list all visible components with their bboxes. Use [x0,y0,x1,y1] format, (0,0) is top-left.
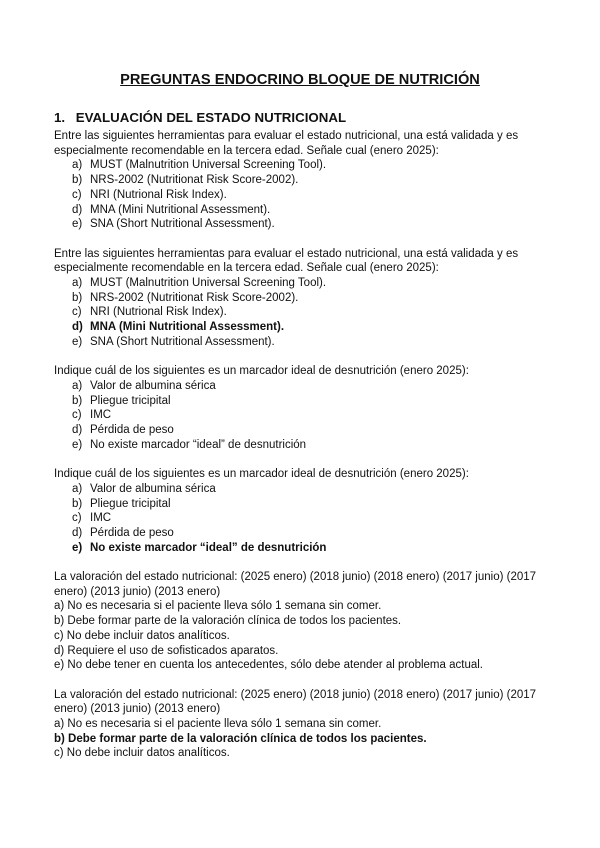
option: a) No es necesaria si el paciente lleva sólo 1 semana sin comer. [54,600,382,613]
option: c) No debe incluir datos analíticos. [54,629,230,642]
option-text: Pliegue tricipital [90,394,171,407]
document-title: PREGUNTAS ENDOCRINO BLOQUE DE NUTRICIÓN [120,72,480,88]
question-stem: Indique cuál de los siguientes es un marcador ideal de desnutrición (enero 2025): [54,468,469,481]
option-letter: d) [72,526,83,539]
option-text: SNA (Short Nutritional Assessment). [90,218,275,231]
question [54,129,554,232]
option: e) No debe tener en cuenta los antecedentes, sólo debe atender al problema actual. [54,659,483,672]
option-list [54,482,554,556]
question [54,570,554,673]
option [72,173,554,188]
option-text: MNA (Mini Nutritional Assessment). [90,321,285,334]
option-letter: b) [72,394,83,407]
option [72,291,554,306]
option [72,511,554,526]
question [54,467,554,555]
option-letter: b) [72,291,83,304]
option [72,379,554,394]
option: a) No es necesaria si el paciente lleva sólo 1 semana sin comer. [54,718,382,731]
option: c) No debe incluir datos analíticos. [54,747,230,760]
question [54,247,554,350]
option-text: IMC [90,409,112,422]
option-letter: c) [72,188,82,201]
option [72,497,554,512]
option-list [54,158,554,232]
question-stem: La valoración del estado nutricional: (2025 enero) (2018 junio) (2018 enero) (2017 junio) (2017 enero) (2013 junio) (2013 enero) [54,571,537,598]
option [72,394,554,409]
question-stem: Indique cuál de los siguientes es un marcador ideal de desnutrición (enero 2025): [54,365,469,378]
option [72,423,554,438]
option-list [54,599,554,673]
correct-option [72,320,554,335]
option [72,408,554,423]
option-letter: a) [72,277,83,290]
option [72,276,554,291]
option [72,438,554,453]
correct-option [72,541,554,556]
option [72,203,554,218]
option-text: No existe marcador “ideal” de desnutrición [90,541,327,554]
option-list [54,717,554,761]
option-letter: d) [72,203,83,216]
question [54,688,554,762]
option-letter: c) [72,409,82,422]
option-text: NRS-2002 (Nutritionat Risk Score-2002). [90,174,299,187]
option-letter: e) [72,335,83,348]
option-text: NRS-2002 (Nutritionat Risk Score-2002). [90,291,299,304]
option-text: NRI (Nutrional Risk Index). [90,188,227,201]
option [72,158,554,173]
option [72,482,554,497]
option-text: Valor de albumina sérica [90,379,216,392]
option-text: Valor de albumina sérica [90,482,216,495]
question [54,364,554,452]
option-text: SNA (Short Nutritional Assessment). [90,335,275,348]
option [72,305,554,320]
option-letter: b) [72,497,83,510]
option-letter: d) [72,424,83,437]
option-text: MNA (Mini Nutritional Assessment). [90,203,271,216]
question-list [54,129,554,776]
option-text: No existe marcador “ideal” de desnutrición [90,438,307,451]
option [72,217,554,232]
option: d) Requiere el uso de sofisticados aparatos. [54,644,279,657]
option [72,335,554,350]
option-text: NRI (Nutrional Risk Index). [90,306,227,319]
option-letter: e) [72,541,83,554]
option-letter: a) [72,159,83,172]
option-list [54,276,554,350]
option-text: IMC [90,512,112,525]
option-text: Pérdida de peso [90,526,174,539]
option-letter: c) [72,512,82,525]
correct-option: b) Debe formar parte de la valoración clínica de todos los pacientes. [54,732,427,745]
option: b) Debe formar parte de la valoración clínica de todos los pacientes. [54,615,402,628]
question-stem: Entre las siguientes herramientas para evaluar el estado nutricional, una está validada y es especialmente recomendable en la tercera edad. Señale cual (enero 2025): [54,130,519,157]
option-text: MUST (Malnutrition Universal Screening Tool). [90,159,327,172]
option-letter: d) [72,321,83,334]
section-number: 1. [54,110,66,125]
option [72,526,554,541]
option-letter: e) [72,218,83,231]
option-letter: a) [72,482,83,495]
option-letter: c) [72,306,82,319]
option-letter: e) [72,438,83,451]
question-stem: Entre las siguientes herramientas para evaluar el estado nutricional, una está validada y es especialmente recomendable en la tercera edad. Señale cual (enero 2025): [54,247,519,275]
option-text: Pliegue tricipital [90,497,171,510]
section-heading [54,110,346,125]
question-stem: La valoración del estado nutricional: (2025 enero) (2018 junio) (2018 enero) (2017 junio) (2017 enero) (2013 junio) (2013 enero) [54,688,537,716]
option-text: Pérdida de peso [90,424,174,437]
option-text: MUST (Malnutrition Universal Screening Tool). [90,277,327,290]
option [72,188,554,203]
section-title: EVALUACIÓN DEL ESTADO NUTRICIONAL [75,110,347,125]
option-letter: a) [72,379,83,392]
option-letter: b) [72,174,83,187]
option-list [54,379,554,453]
